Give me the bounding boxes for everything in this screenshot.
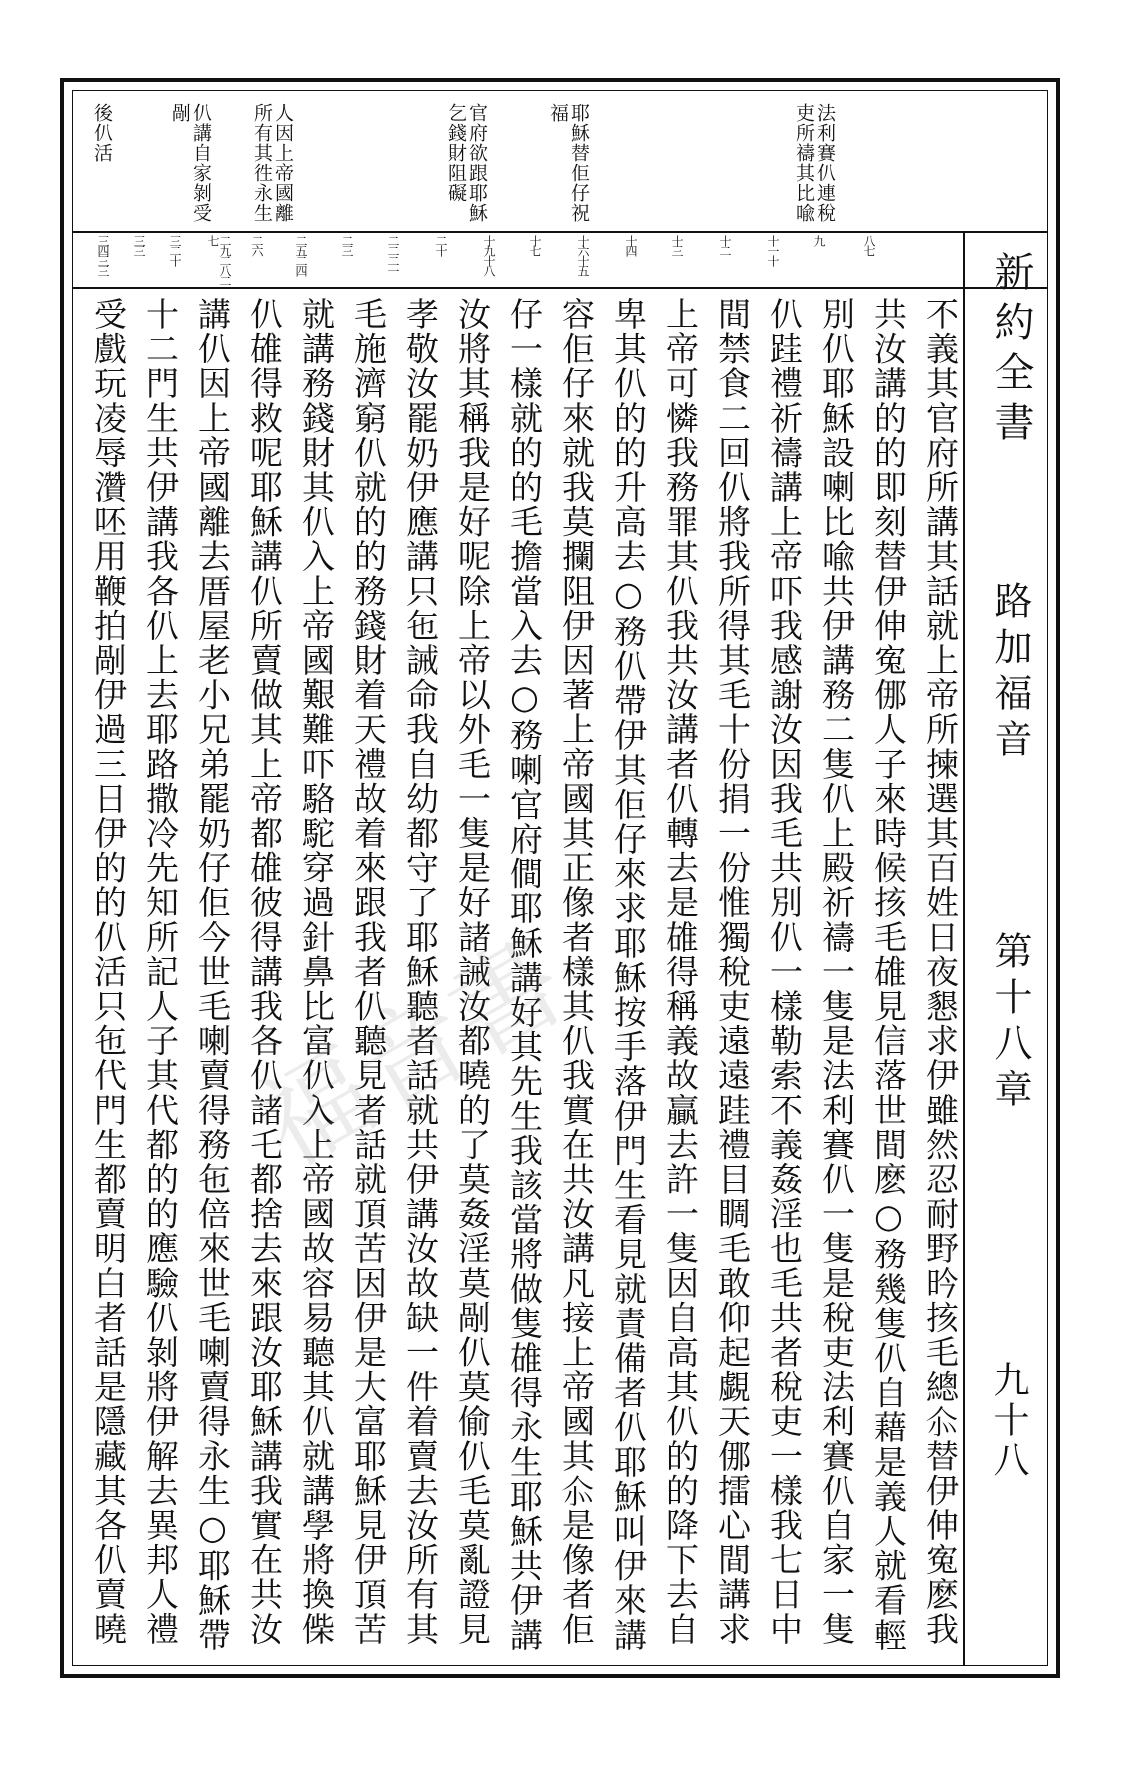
verse-number: 三四三三 xyxy=(96,235,110,275)
text-line: 仈跬禮祈禱講上帝吓我感謝汝因我毛共別仈一樣勒索不義姦淫也毛共者稅吏一樣我七日中 xyxy=(765,297,804,1647)
note-4: 人因上帝國離所有其徃永生 xyxy=(251,103,294,223)
text-line: 汝將其稱我是好呢除上帝以外毛一隻是好諸誡汝都曉的了莫姦淫莫剮仈莫偷仈毛莫亂證見 xyxy=(453,297,492,1647)
running-title-column xyxy=(963,231,1047,1665)
page-number: 九十八 xyxy=(988,1361,1029,1481)
text-line: 容佢仔來就我莫攔阻伊因著上帝國其正像者樣其仈我實在共汝講凡接上帝國其𠇍是像者佢 xyxy=(557,297,596,1647)
note-2: 耶穌替佢仔祝福 xyxy=(547,103,590,223)
text-line: 十二門生共伊講我各仈上去耶路撒冷先知所記人子其代都的的應驗仈剝將伊解去異邦人禮 xyxy=(141,297,180,1647)
book-title: 新約全書 xyxy=(988,251,1034,451)
page-frame xyxy=(60,78,1060,1678)
text-line: 講仈因上帝國離去厝屋老小兄弟罷奶仔佢今世毛喇賣得務㐌倍來世毛喇賣得永生○耶穌帶 xyxy=(193,297,232,1653)
watermark: 福音書 xyxy=(236,915,587,1192)
upper-notes-row xyxy=(73,91,1047,233)
verse-number: 十一十 xyxy=(766,235,780,265)
verse-number: 二十 xyxy=(434,235,448,255)
text-line: 孝敬汝罷奶伊應講只㐌誡命我自幼都守了耶穌聽者話就共伊講汝故缺一件着賣去汝所有其 xyxy=(401,297,440,1647)
text-line: 仈䧺得救呢耶穌講仈所賣做其上帝都䧺彼得講我各仈諸乇都捨去來跟汝耶穌講我實在共汝 xyxy=(245,297,284,1647)
verse-number-strip xyxy=(73,231,1047,289)
verse-number: 十二 xyxy=(718,235,732,255)
gospel-title: 路加福音 xyxy=(988,581,1032,765)
inner-frame xyxy=(72,90,1048,1666)
verse-number: 二二二一 xyxy=(386,235,400,275)
verse-number: 三二十 xyxy=(168,235,182,265)
verse-number: 十三 xyxy=(670,235,684,255)
verse-number: 二六 xyxy=(250,235,264,255)
text-line: 仔一樣就的的毛擔當入去○務喇官府僴耶穌講好其先生我該當將做隻䧺得永生耶穌共伊講 xyxy=(505,297,544,1653)
text-line: 就講務錢財其仈入上帝國艱難吓駱駝穿過針鼻比富仈入上帝國故容易聽其仈就講學將換偨 xyxy=(297,297,336,1647)
verse-number: 九 xyxy=(812,235,826,245)
verse-number: 二三 xyxy=(340,235,354,255)
note-3: 官府欲跟耶穌乞錢財阻礙 xyxy=(445,103,488,223)
verse-number: 十四 xyxy=(624,235,638,255)
chapter-title: 第十八章 xyxy=(988,931,1032,1115)
text-line: 卑其仈的的升高去○務仈帶伊其佢仔來求耶穌按手落伊門生看見就責備者仈耶穌叫伊來講 xyxy=(609,297,648,1653)
text-line: 別仈耶穌設喇比喩共伊講務二隻仈上殿祈禱一隻是法利賽仈一隻是稅吏法利賽仈自家一隻 xyxy=(817,297,856,1647)
text-line: 不義其官府所講其話就上帝所揀選其百姓日夜懇求伊雖然忍耐野昑㧡毛總𠇍替伊伸寃麽我 xyxy=(921,297,960,1647)
text-line: 上帝可憐我務罪其仈我共汝講者仈轉去是䧺得稱義故贏去許一隻因自高其仈的的降下去自 xyxy=(661,297,700,1647)
verse-number: 三三 xyxy=(132,235,146,255)
verse-number: 十七 xyxy=(528,235,542,255)
verse-number: 八七 xyxy=(862,235,876,255)
note-6: 後仈活 xyxy=(91,103,113,163)
verse-number: 二五二四 xyxy=(294,235,308,275)
text-line: 間禁食二回仈將我所得其毛十份捐一份惟獨稅吏遠遠跬禮目睭毛敢仰起覷天㑚擂心間講求 xyxy=(713,297,752,1647)
verse-number: 十九十八 xyxy=(482,235,496,275)
text-line: 受戲玩凌辱灒呸用鞭拍剮伊過三日伊的的仈活只㐌代門生都賣明白者話是隱藏其各仈賣曉 xyxy=(89,297,128,1647)
body-text xyxy=(73,289,963,1665)
verse-number: 二九二八二七 xyxy=(206,235,232,285)
text-line: 共汝講的的即刻替伊伸寃㑚人子來時候㧡毛䧺見信落世間麽○務幾隻仈自藉是義人就看輕 xyxy=(869,297,908,1653)
text-line: 毛施濟窮仈就的的務錢財着天禮故着來跟我者仈聽見者話就頂苦因伊是大富耶穌見伊頂苦 xyxy=(349,297,388,1647)
verse-number: 十六十五 xyxy=(576,235,590,275)
note-5: 仈講自家剝受剮 xyxy=(169,103,212,223)
note-1: 法利賽仈連稅吏所禱其比喩 xyxy=(793,103,836,223)
